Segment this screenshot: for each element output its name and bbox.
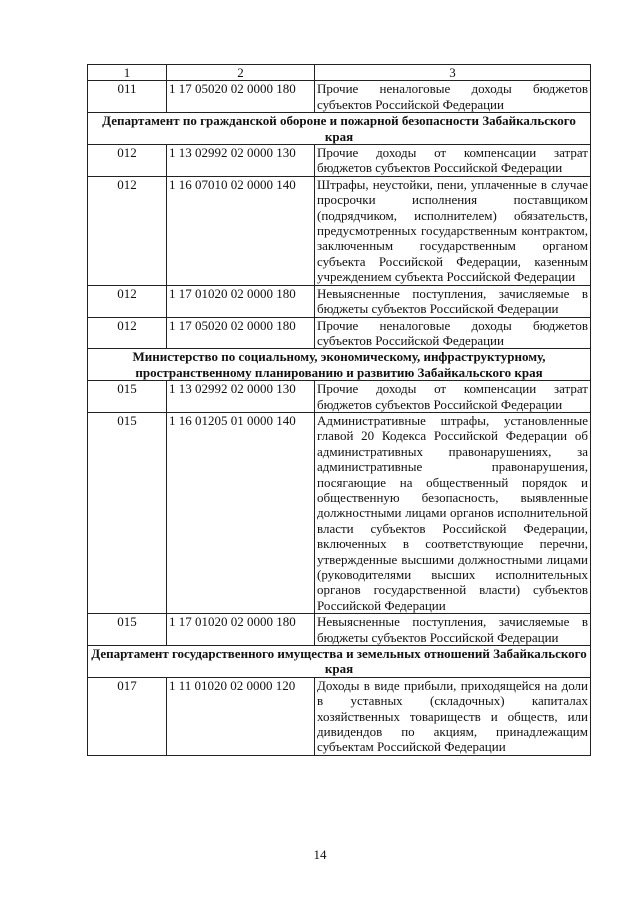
revenue-name-cell: Прочие доходы от компенсации затрат бюджетов субъектов Российской Федерации [315, 145, 591, 177]
admin-code-cell: 011 [88, 81, 167, 113]
revenue-code-cell: 1 13 02992 02 0000 130 [167, 381, 315, 413]
table-header-row [88, 65, 591, 81]
admin-code-cell: 015 [88, 412, 167, 613]
admin-code-cell: 015 [88, 614, 167, 646]
revenue-code-cell: 1 11 01020 02 0000 120 [167, 677, 315, 755]
revenue-name-cell: Прочие доходы от компенсации затрат бюджетов субъектов Российской Федерации [315, 381, 591, 413]
revenue-codes-table [87, 64, 591, 756]
revenue-name-cell: Прочие неналоговые доходы бюджетов субъектов Российской Федерации [315, 81, 591, 113]
revenue-code-cell: 1 13 02992 02 0000 130 [167, 145, 315, 177]
revenue-code-cell: 1 17 01020 02 0000 180 [167, 614, 315, 646]
header-cell-col3: 3 [315, 65, 591, 81]
admin-code-cell: 012 [88, 145, 167, 177]
revenue-name-cell: Прочие неналоговые доходы бюджетов субъектов Российской Федерации [315, 317, 591, 349]
revenue-name-cell: Штрафы, неустойки, пени, уплаченные в случае просрочки исполнения поставщиком (подрядчиком, исполнителем) обязательств, предусмотренных государственным контрактом, заключенным государственным органом субъекта Российской Федерации, казенным учреждением субъекта Российской Федерации [315, 176, 591, 285]
revenue-code-cell: 1 17 01020 02 0000 180 [167, 285, 315, 317]
admin-code-cell: 012 [88, 317, 167, 349]
table-row [88, 381, 591, 413]
section-title: Департамент по гражданской обороне и пожарной безопасности Забайкальского края [88, 113, 591, 145]
table-row [88, 285, 591, 317]
admin-code-cell: 012 [88, 285, 167, 317]
section-header-row [88, 113, 591, 145]
table-row [88, 412, 591, 613]
admin-code-cell: 017 [88, 677, 167, 755]
table-body [88, 65, 591, 756]
table-row [88, 81, 591, 113]
revenue-code-cell: 1 17 05020 02 0000 180 [167, 317, 315, 349]
section-header-row [88, 349, 591, 381]
revenue-code-cell: 1 16 01205 01 0000 140 [167, 412, 315, 613]
revenue-name-cell: Невыясненные поступления, зачисляемые в бюджеты субъектов Российской Федерации [315, 285, 591, 317]
table-row [88, 317, 591, 349]
table-row [88, 614, 591, 646]
section-title: Министерство по социальному, экономическому, инфраструктурному, пространственному планированию и развитию Забайкальского края [88, 349, 591, 381]
header-cell-col2: 2 [167, 65, 315, 81]
section-header-row [88, 646, 591, 678]
page-number: 14 [313, 847, 327, 862]
revenue-name-cell: Доходы в виде прибыли, приходящейся на доли в уставных (складочных) капиталах хозяйственных товариществ и обществ, или дивидендов по акциям, принадлежащим субъектам Российской Федерации [315, 677, 591, 755]
header-cell-col1: 1 [88, 65, 167, 81]
section-title: Департамент государственного имущества и земельных отношений Забайкальского края [88, 646, 591, 678]
revenue-code-cell: 1 17 05020 02 0000 180 [167, 81, 315, 113]
revenue-name-cell: Административные штрафы, установленные главой 20 Кодекса Российской Федерации об административных правонарушениях, за административные правонарушения, посягающие на общественный порядок и общественную безопасность, выявленные должностными лицами органов исполнительной власти субъектов Российской Федерации, включенных в соответствующие перечни, утвержденные высшими должностными лицами (руководителями высших исполнительных органов государственной власти) субъектов Российской Федерации [315, 412, 591, 613]
table-row [88, 145, 591, 177]
revenue-name-cell: Невыясненные поступления, зачисляемые в бюджеты субъектов Российской Федерации [315, 614, 591, 646]
admin-code-cell: 015 [88, 381, 167, 413]
table-row [88, 176, 591, 285]
admin-code-cell: 012 [88, 176, 167, 285]
revenue-code-cell: 1 16 07010 02 0000 140 [167, 176, 315, 285]
table-row [88, 677, 591, 755]
